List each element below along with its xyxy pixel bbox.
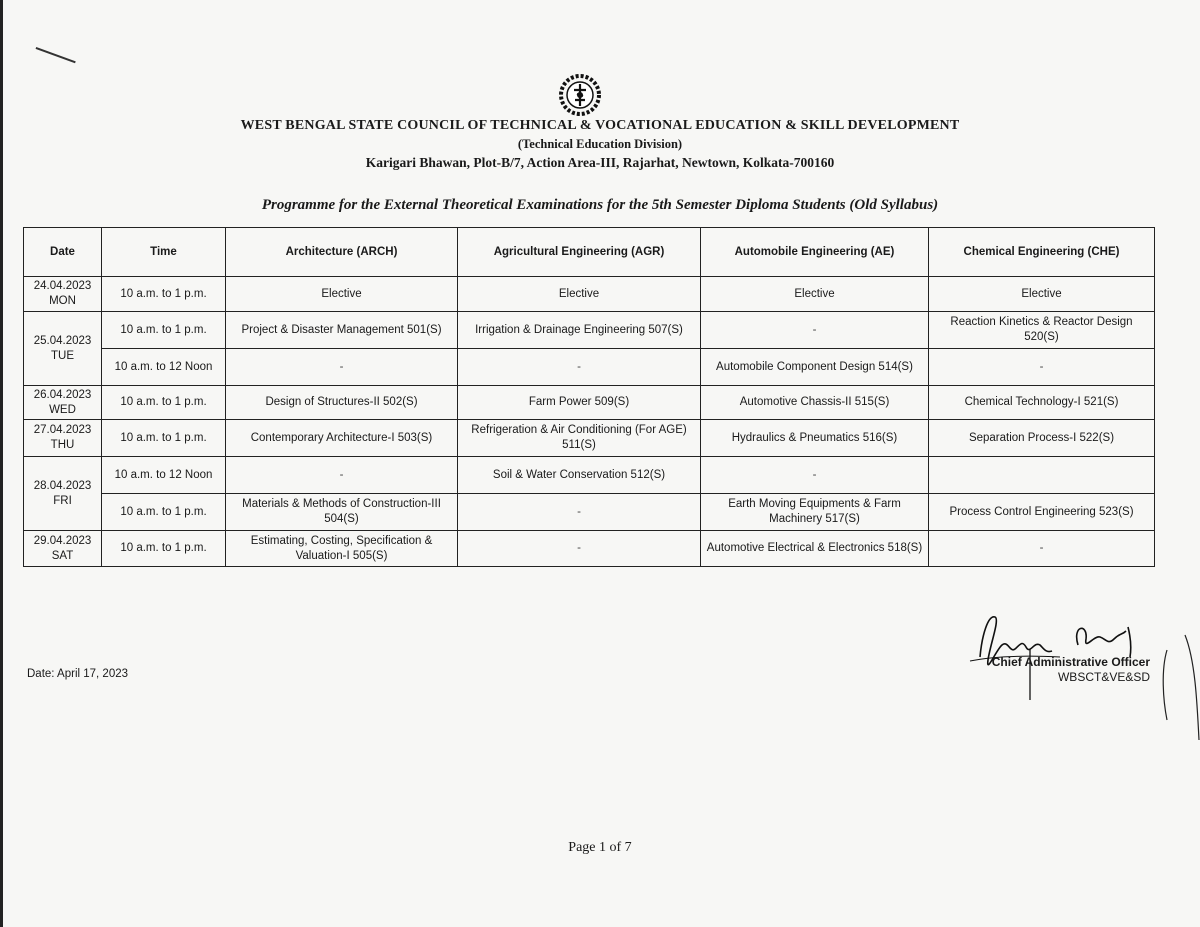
ae-cell: Hydraulics & Pneumatics 516(S) [701, 420, 929, 457]
table-row [24, 457, 1155, 494]
che-cell: Chemical Technology-I 521(S) [929, 386, 1155, 420]
header-time: Time [102, 228, 226, 277]
table-row [24, 349, 1155, 386]
time-cell: 10 a.m. to 1 p.m. [102, 494, 226, 531]
che-cell: Process Control Engineering 523(S) [929, 494, 1155, 531]
date-cell [24, 312, 102, 386]
arch-cell: - [226, 349, 458, 386]
time-cell: 10 a.m. to 1 p.m. [102, 277, 226, 312]
table-row [24, 386, 1155, 420]
organization-name: WEST BENGAL STATE COUNCIL OF TECHNICAL & VOCATIONAL EDUCATION & SKILL DEVELOPMENT [240, 118, 960, 133]
ae-cell: Automotive Electrical & Electronics 518(S) [701, 531, 929, 567]
agr-cell: - [458, 494, 701, 531]
agr-cell: Irrigation & Drainage Engineering 507(S) [458, 312, 701, 349]
organization-address: Karigari Bhawan, Plot-B/7, Action Area-III, Rajarhat, Newtown, Kolkata-700160 [365, 155, 835, 170]
date-cell [24, 457, 102, 531]
time-cell: 10 a.m. to 12 Noon [102, 349, 226, 386]
time-cell: 10 a.m. to 1 p.m. [102, 531, 226, 567]
che-cell: Reaction Kinetics & Reactor Design 520(S) [929, 312, 1155, 349]
date-cell [24, 277, 102, 312]
day-value: SAT [51, 549, 74, 562]
council-logo-icon [557, 72, 603, 118]
agr-cell: Farm Power 509(S) [458, 386, 701, 420]
scan-pen-mark [36, 47, 76, 63]
ae-cell: Automobile Component Design 514(S) [701, 349, 929, 386]
day-value: TUE [51, 349, 74, 362]
table-row [24, 277, 1155, 312]
ae-cell: Earth Moving Equipments & Farm Machinery 517(S) [701, 494, 929, 531]
programme-title: Programme for the External Theoretical Examinations for the 5th Semester Diploma Students (Old Syllabus) [261, 197, 939, 213]
table-row [24, 420, 1155, 457]
time-cell: 10 a.m. to 1 p.m. [102, 420, 226, 457]
agr-cell: Elective [458, 277, 701, 312]
arch-cell: Estimating, Costing, Specification & Valuation-I 505(S) [226, 531, 458, 567]
time-cell: 10 a.m. to 1 p.m. [102, 386, 226, 420]
time-cell: 10 a.m. to 12 Noon [102, 457, 226, 494]
handwritten-signature [960, 605, 1145, 700]
arch-cell: Materials & Methods of Construction-III 504(S) [226, 494, 458, 531]
che-cell: Separation Process-I 522(S) [929, 420, 1155, 457]
date-cell [24, 531, 102, 567]
day-value: FRI [53, 494, 72, 507]
header-automobile: Automobile Engineering (AE) [701, 228, 929, 277]
issue-date: Date: April 17, 2023 [27, 668, 129, 680]
division-name: (Technical Education Division) [517, 137, 683, 151]
date-value: 29.04.2023 [33, 534, 92, 547]
header-date: Date [24, 228, 102, 277]
header-chemical: Chemical Engineering (CHE) [929, 228, 1155, 277]
agr-cell: - [458, 349, 701, 386]
arch-cell: Project & Disaster Management 501(S) [226, 312, 458, 349]
ae-cell: Automotive Chassis-II 515(S) [701, 386, 929, 420]
che-cell: Elective [929, 277, 1155, 312]
ae-cell: - [701, 457, 929, 494]
date-value: 25.04.2023 [33, 334, 92, 347]
signatory-organization: WBSCT&VE&SD [1057, 670, 1150, 684]
arch-cell: - [226, 457, 458, 494]
arch-cell: Design of Structures-II 502(S) [226, 386, 458, 420]
page-number: Page 1 of 7 [568, 840, 632, 855]
table-header-row [24, 228, 1155, 277]
exam-schedule-table [23, 227, 1155, 567]
date-cell [24, 420, 102, 457]
day-value: MON [49, 295, 76, 307]
ae-cell: - [701, 312, 929, 349]
date-value: 27.04.2023 [33, 424, 92, 436]
header-architecture: Architecture (ARCH) [226, 228, 458, 277]
header-agricultural: Agricultural Engineering (AGR) [458, 228, 701, 277]
date-value: 26.04.2023 [33, 388, 92, 401]
agr-cell: - [458, 531, 701, 567]
agr-cell: Refrigeration & Air Conditioning (For AGE) 511(S) [458, 420, 701, 457]
scan-edge-marks [1155, 630, 1200, 740]
ae-cell: Elective [701, 277, 929, 312]
table-row [24, 531, 1155, 567]
date-value: 24.04.2023 [33, 280, 92, 292]
signatory-title: Chief Administrative Officer [991, 655, 1150, 669]
day-value: WED [49, 403, 76, 416]
che-cell: - [929, 349, 1155, 386]
day-value: THU [50, 439, 75, 451]
che-cell: - [929, 531, 1155, 567]
arch-cell: Elective [226, 277, 458, 312]
che-cell [929, 457, 1155, 494]
date-value: 28.04.2023 [33, 479, 92, 492]
agr-cell: Soil & Water Conservation 512(S) [458, 457, 701, 494]
arch-cell: Contemporary Architecture-I 503(S) [226, 420, 458, 457]
table-row [24, 312, 1155, 349]
date-cell [24, 386, 102, 420]
table-row [24, 494, 1155, 531]
time-cell: 10 a.m. to 1 p.m. [102, 312, 226, 349]
